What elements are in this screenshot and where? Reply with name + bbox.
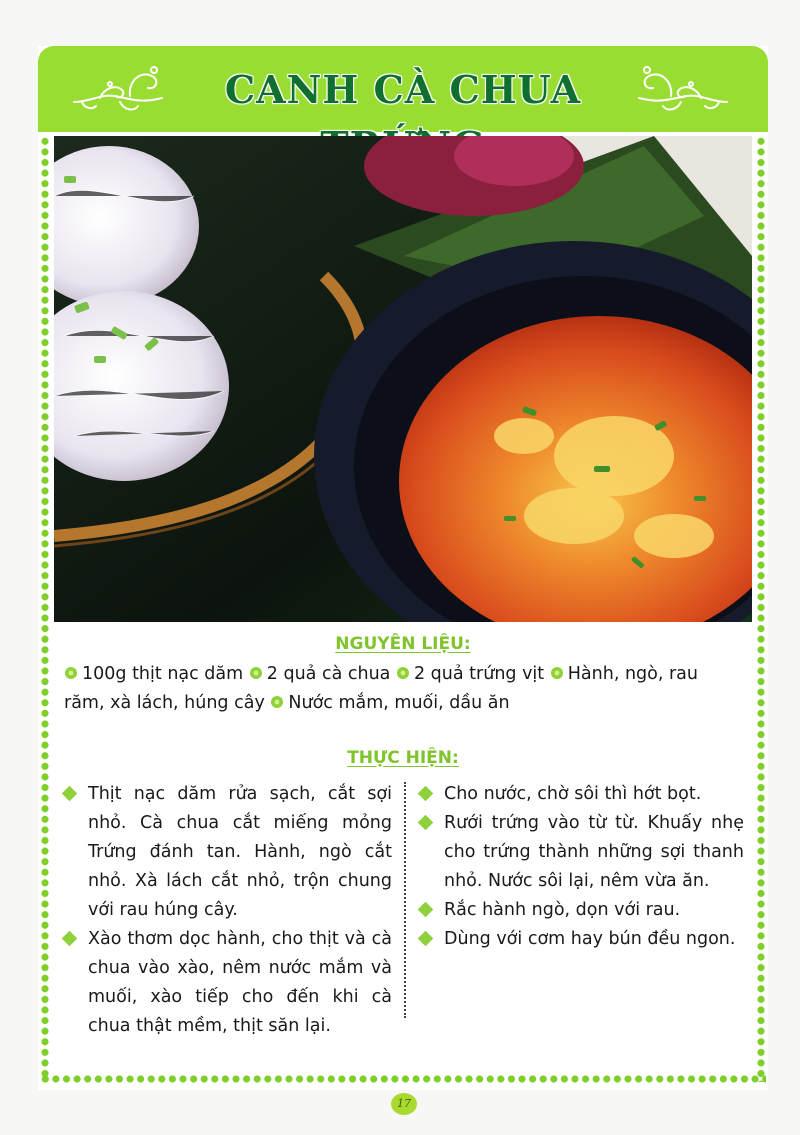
method-step xyxy=(62,925,392,1041)
ingredient-item: răm, xà lách, húng cây xyxy=(64,693,265,713)
green-diamond-icon xyxy=(418,931,434,947)
method-heading: THỰC HIỆN: xyxy=(347,748,459,768)
green-flower-icon xyxy=(270,695,284,709)
green-flower-icon xyxy=(550,666,564,680)
green-flower-icon xyxy=(249,666,263,680)
dotted-border-left xyxy=(40,136,50,1082)
dotted-border-bottom xyxy=(40,1074,766,1084)
ingredients-heading: NGUYÊN LIỆU: xyxy=(335,634,471,654)
column-divider xyxy=(404,782,406,1018)
green-flower-icon xyxy=(64,666,78,680)
method-step-text: Cho nước, chờ sôi thì hớt bọt. xyxy=(444,784,702,804)
green-flower-icon xyxy=(396,666,410,680)
ingredients-list xyxy=(64,660,754,718)
method-step xyxy=(418,896,744,925)
recipe-title: CANH CÀ CHUA xyxy=(224,67,582,112)
method-step-text: Rưới trứng vào từ từ. Khuấy nhẹ cho trứng thành những sợi thanh nhỏ. Nước sôi lại, nêm vừa ăn. xyxy=(444,813,744,891)
method-step-text: Rắc hành ngò, dọn với rau. xyxy=(444,900,681,920)
page-number: 17 xyxy=(391,1093,417,1115)
method-step xyxy=(418,780,744,809)
method-step-text: Thịt nạc dăm rửa sạch, cắt sợi nhỏ. Cà chua cắt miếng mỏng Trứng đánh tan. Hành, ngò cắt nhỏ. Xà lách cắt nhỏ, trộn chung với rau húng cây. xyxy=(88,784,392,920)
method-step xyxy=(418,925,744,954)
ingredient-item: Hành, ngò, rau xyxy=(567,664,698,684)
ingredient-item: Nước mắm, muối, dầu ăn xyxy=(288,693,510,713)
ingredient-item: 2 quả trứng vịt xyxy=(413,664,545,684)
method-step-text: Xào thơm dọc hành, cho thịt và cà chua vào xào, nêm nước mắm và muối, xào tiếp cho đến khi cà chua thật mềm, thịt săn lại. xyxy=(88,929,392,1036)
green-diamond-icon xyxy=(62,931,78,947)
method-step xyxy=(418,809,744,896)
method-step-text: Dùng với cơm hay bún đều ngon. xyxy=(444,929,736,949)
green-diamond-icon xyxy=(418,902,434,918)
green-diamond-icon xyxy=(62,786,78,802)
vine-flourish-icon xyxy=(635,58,731,118)
ingredient-item: 2 quả cà chua xyxy=(266,664,391,684)
green-diamond-icon xyxy=(418,815,434,831)
method-steps-right xyxy=(418,780,744,954)
dotted-border-right xyxy=(756,136,766,1082)
green-diamond-icon xyxy=(418,786,434,802)
method-step xyxy=(62,780,392,925)
ingredient-item: 100g thịt nạc dăm xyxy=(82,664,244,684)
soup-photo xyxy=(54,136,752,622)
method-steps-left xyxy=(62,780,392,1041)
